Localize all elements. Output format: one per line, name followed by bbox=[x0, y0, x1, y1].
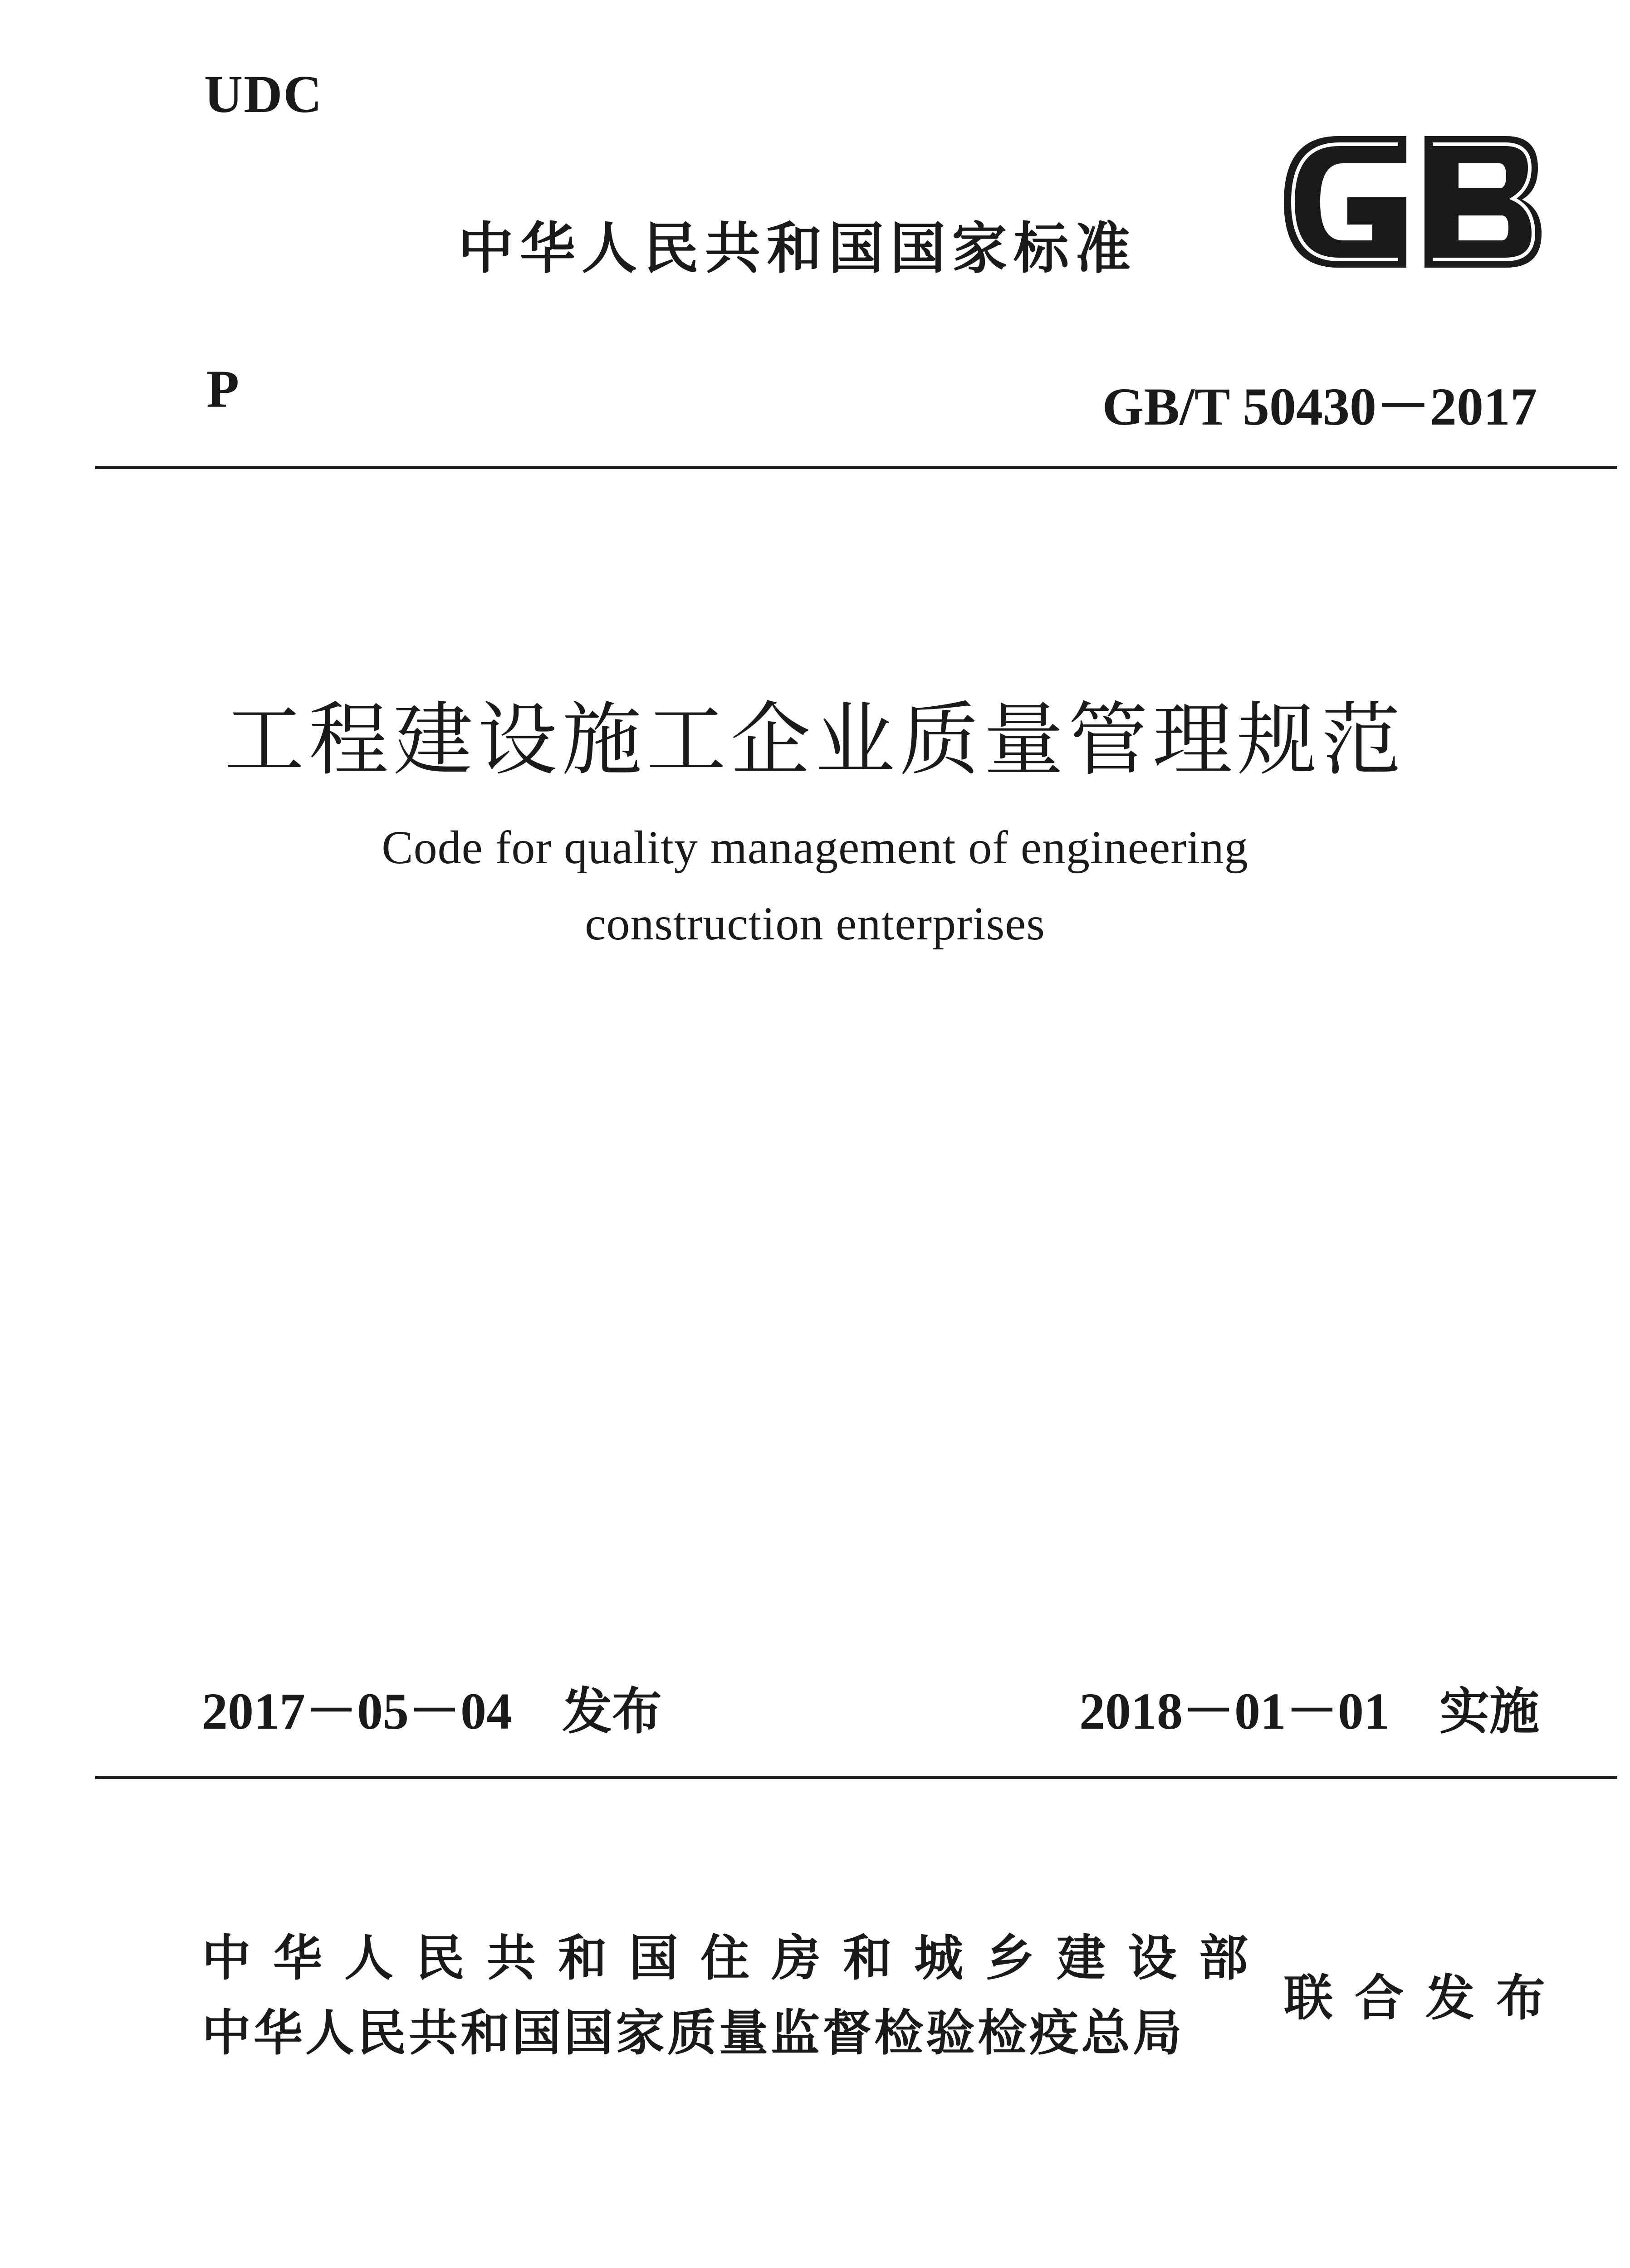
title-english-line-2: construction enterprises bbox=[585, 898, 1045, 950]
top-divider bbox=[95, 466, 1617, 469]
gb-logo-icon bbox=[1270, 127, 1547, 277]
udc-label: UDC bbox=[204, 64, 323, 124]
title-english-line-1: Code for quality management of engineering bbox=[382, 821, 1248, 874]
implementation-date: 2018－01－01 bbox=[1079, 1682, 1390, 1740]
implementation-date-line bbox=[1079, 1669, 1539, 1744]
standard-number: GB/T 50430－2017 bbox=[1102, 377, 1537, 436]
title-english bbox=[0, 810, 1630, 962]
bottom-divider bbox=[95, 1776, 1617, 1779]
issuer-aqsiq: 中华人民共和国国家质量监督检验检疫总局 bbox=[202, 2005, 1185, 2062]
title-chinese: 工程建设施工企业质量管理规范 bbox=[224, 694, 1406, 787]
national-standard-heading: 中华人民共和国国家标准 bbox=[458, 216, 1137, 281]
issue-label: 发布 bbox=[562, 1682, 662, 1740]
classification-code: P bbox=[206, 359, 240, 419]
issue-date-line bbox=[202, 1669, 662, 1744]
implementation-label: 实施 bbox=[1439, 1682, 1539, 1740]
issue-date: 2017－05－04 bbox=[202, 1682, 513, 1740]
issuers-block bbox=[202, 1921, 1270, 2071]
joint-issue-label: 联合发布 bbox=[1284, 1970, 1567, 2027]
issuer-ministry-housing: 中华人民共和国住房和城乡建设部 bbox=[202, 1930, 1271, 1987]
